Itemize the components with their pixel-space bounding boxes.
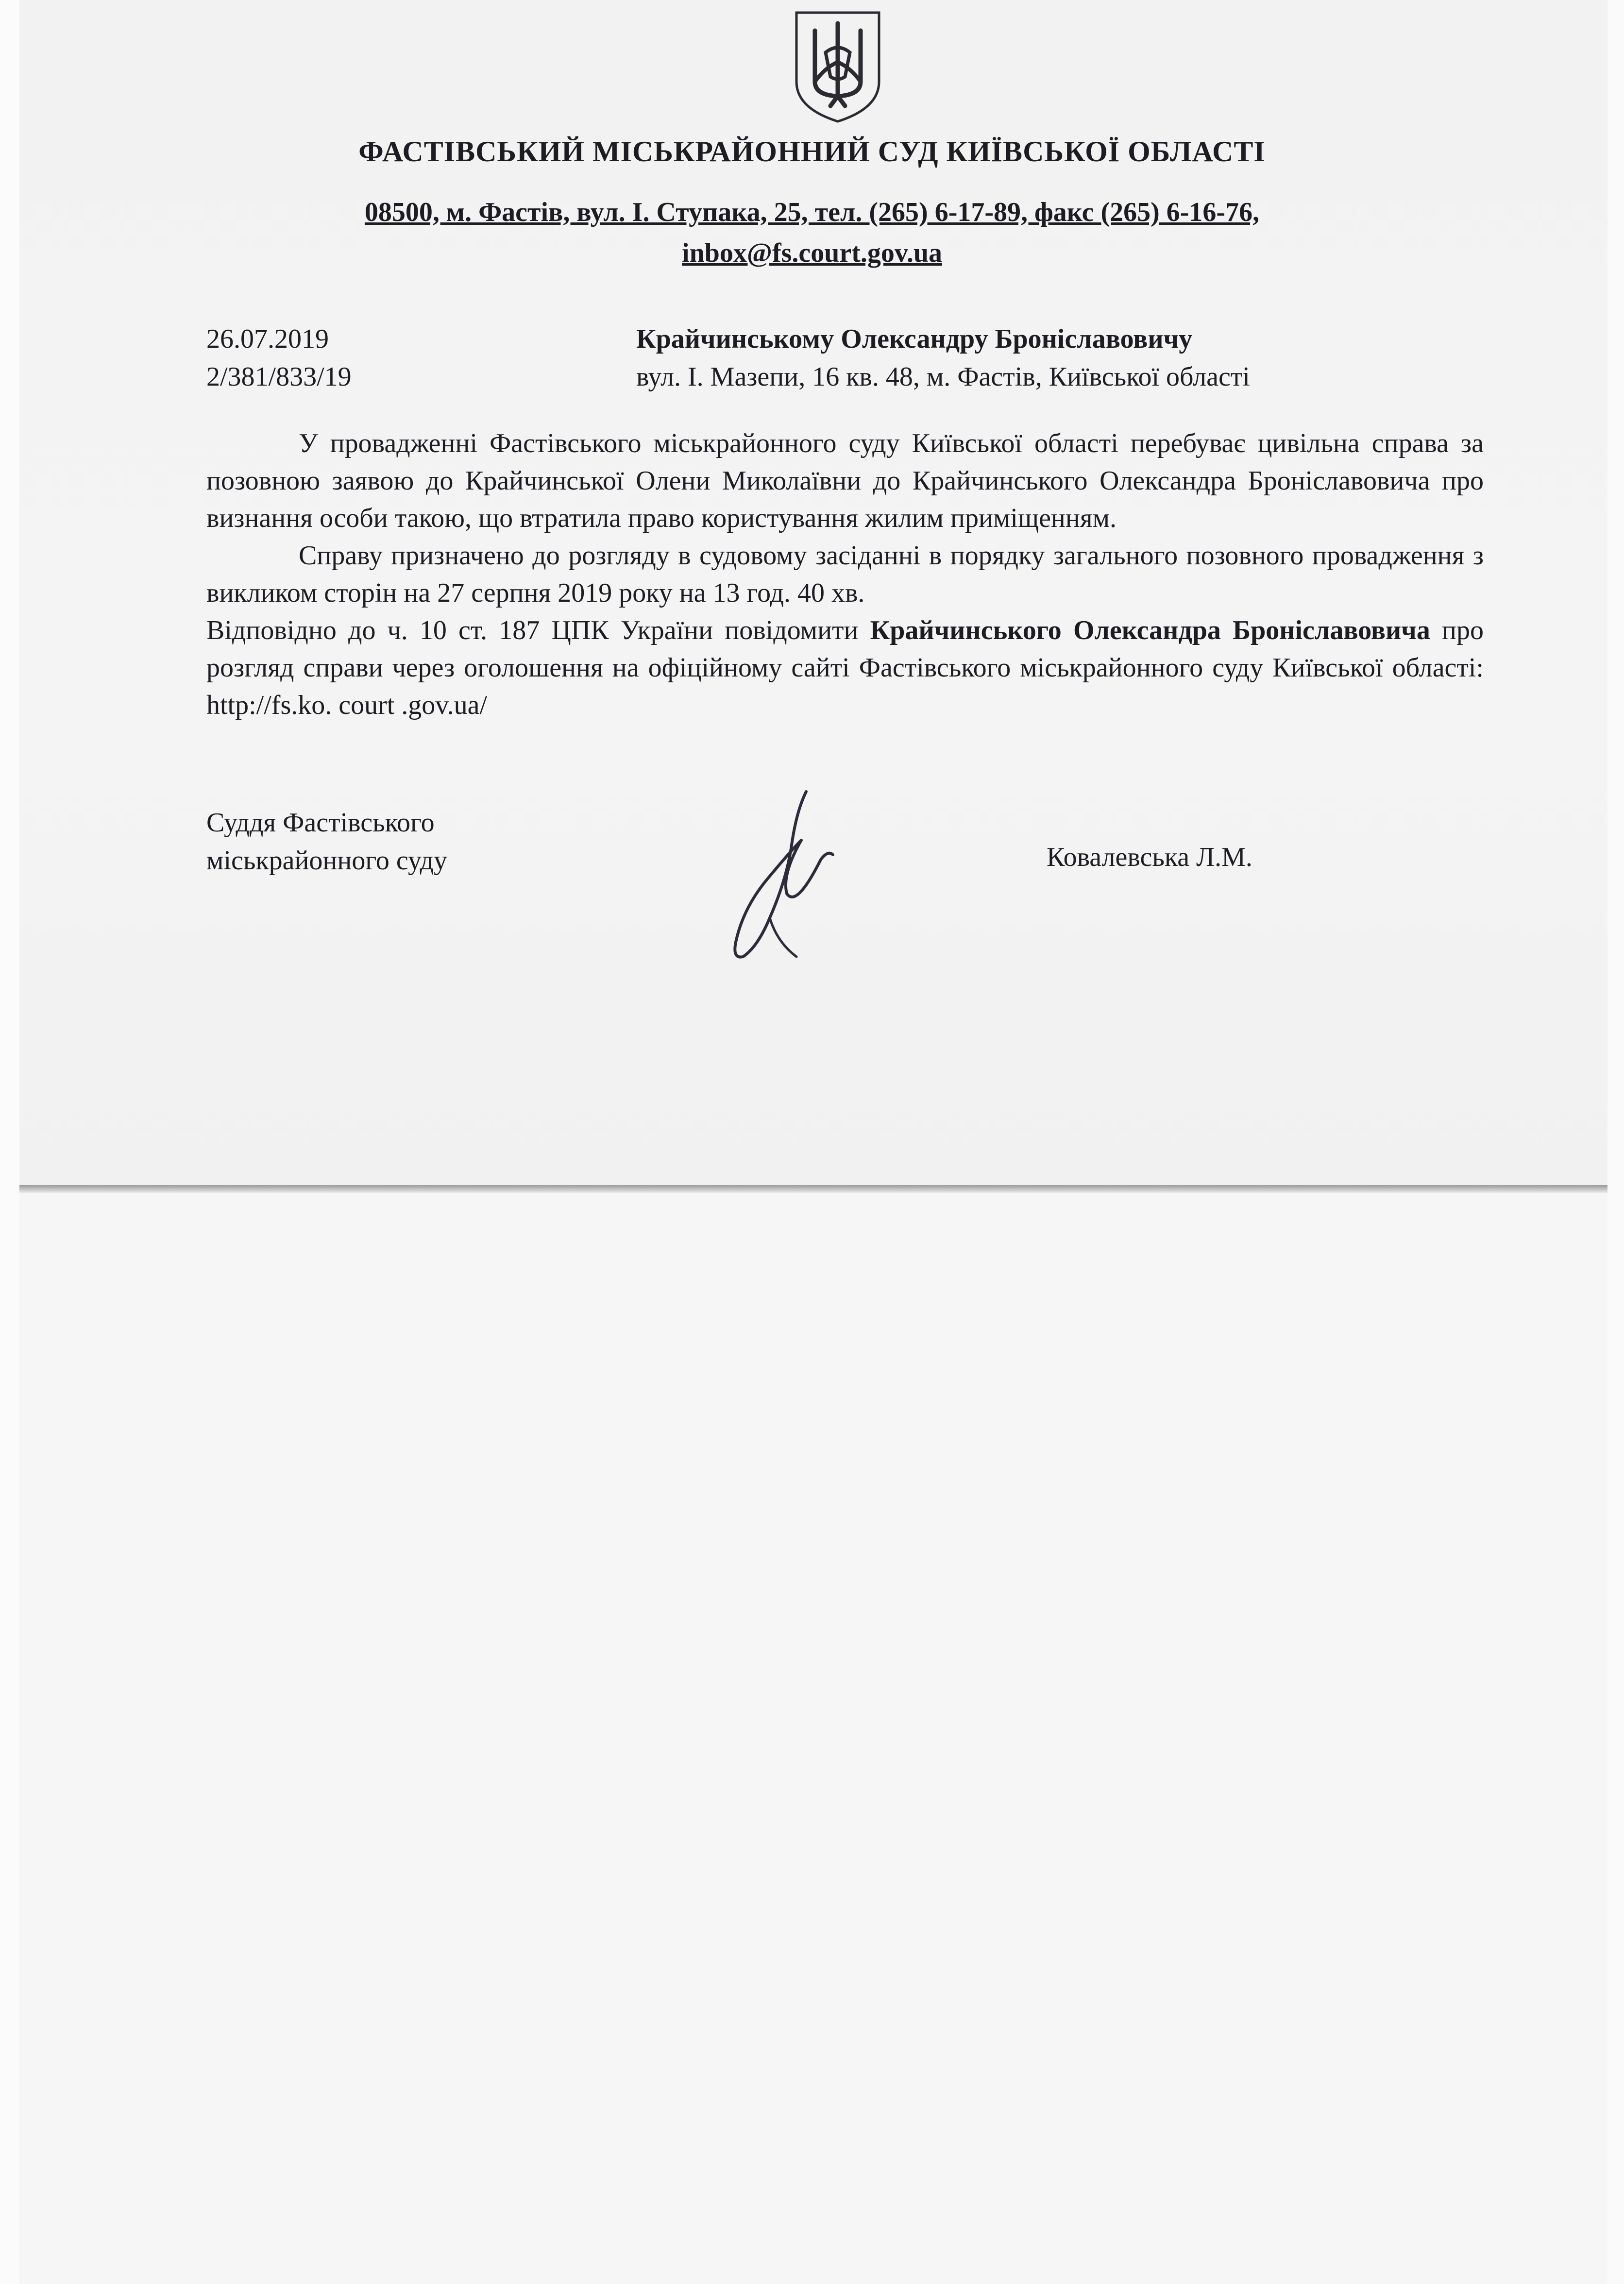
case-reference: 2/381/833/19 xyxy=(206,362,352,392)
body-paragraph-3-start: Відповідно до ч. 10 ст. 187 ЦПК України повідомити xyxy=(206,615,870,645)
blank-backing-sheet xyxy=(19,1193,1624,2284)
judge-title xyxy=(206,804,447,880)
sheet-edge-shadow xyxy=(19,1185,1624,1193)
document-date: 26.07.2019 xyxy=(206,324,329,354)
defendant-name: Крайчинського Олександра Броніславовича xyxy=(870,615,1430,645)
court-address: 08500, м. Фастів, вул. І. Ступака, 25, тел. (265) 6-17-89, факс (265) 6-16-76, xyxy=(364,197,1260,227)
judge-name: Ковалевська Л.М. xyxy=(1047,842,1252,872)
trident-emblem-icon xyxy=(792,9,884,125)
scan-margin-right xyxy=(1607,0,1624,2284)
handwritten-signature xyxy=(724,782,840,966)
judge-title-line-2: міськрайонного суду xyxy=(206,846,448,876)
judge-title-line-1: Суддя Фастівського xyxy=(206,808,435,838)
court-address-block xyxy=(0,192,1624,273)
addressee-address: вул. І. Мазепи, 16 кв. 48, м. Фастів, Київської області xyxy=(636,362,1250,392)
addressee-name: Крайчинському Олександру Броніславовичу xyxy=(636,324,1193,354)
body-paragraph-3 xyxy=(206,612,1484,724)
body-paragraph-1: У провадженні Фастівського міськрайонного суду Київської області перебуває цивільна справа за позовною заявою до Крайчинської Олени Миколаївни до Крайчинського Олександра Броніславовича про визнання особи такою, що втратила право користування жилим приміщенням. xyxy=(206,428,1484,533)
court-name: ФАСТІВСЬКИЙ МІСЬКРАЙОННИЙ СУД КИЇВСЬКОЇ ОБЛАСТІ xyxy=(358,135,1266,168)
letter-body xyxy=(206,425,1484,724)
body-paragraph-3-end: про розгляд справи через оголошення на офіційному сайті Фастівського міськрайонного суду Київської області: http://fs.ko. court .gov.ua/ xyxy=(206,615,1484,720)
body-paragraph-2: Справу призначено до розгляду в судовому засіданні в порядку загального позовного провадження з викликом сторін на 27 серпня 2019 року на 13 год. 40 хв. xyxy=(206,541,1484,608)
scan-margin-left xyxy=(0,0,19,2284)
court-email: inbox@fs.court.gov.ua xyxy=(682,238,942,268)
